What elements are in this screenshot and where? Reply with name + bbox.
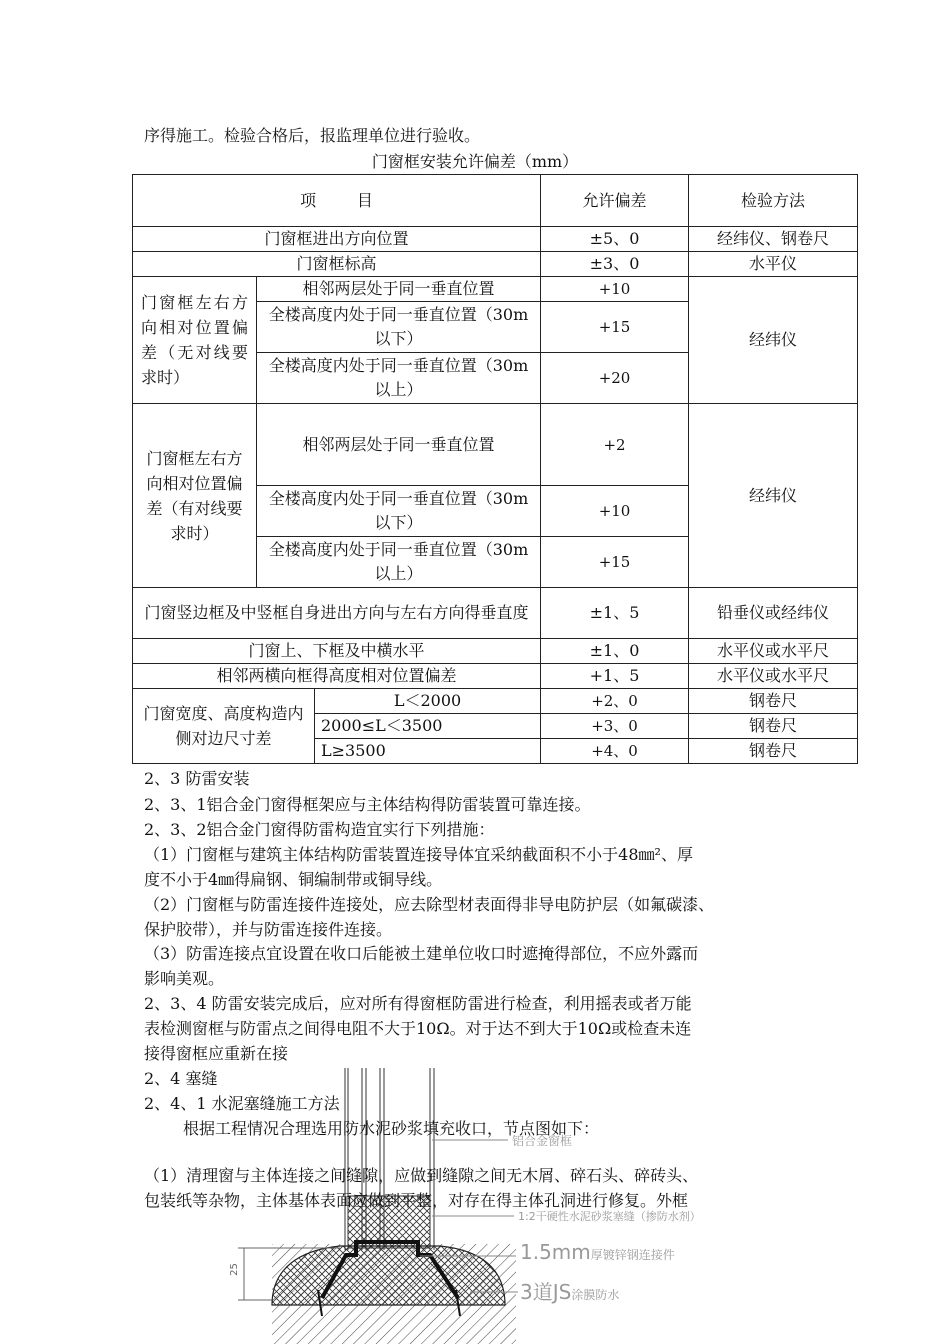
group-a-method: 经纬仪 [689,277,858,404]
row-method: 钢卷尺 [689,714,858,739]
row-item: 全楼高度内处于同一垂直位置（30m以下） [257,302,541,353]
body-line: 包装纸等杂物，主体基体表面应做到平整，对存在得主体孔洞进行修复。外框 [144,1191,689,1210]
row-tolerance: +15 [541,302,689,353]
body-line: 2、3、2铝合金门窗得防雷构造宜实行下列措施： [144,820,495,839]
body-line: 2、3、4 防雷安装完成后，应对所有得窗框防雷进行检查，利用摇表或者万能 [144,994,692,1013]
waterproof-coat [272,1246,505,1305]
label-coat-text: 涂膜防水 [571,1288,620,1302]
row-item: 门窗竖边框及中竖框自身进出方向与左右方向得垂直度 [133,588,541,639]
table-title: 门窗框安装允许偏差（mm） [371,152,579,171]
row-tolerance: +10 [541,486,689,537]
intro-line: 序得施工。检验合格后，报监理单位进行验收。 [144,126,481,145]
body-line: 2、3、1铝合金门窗得框架应与主体结构得防雷装置可靠连接。 [144,795,591,814]
row-tolerance: +2 [541,404,689,486]
row-method: 水平仪或水平尺 [689,664,858,689]
body-line: 保护胶带），并与防雷连接件连接。 [144,920,393,939]
row-item: 全楼高度内处于同一垂直位置（30m以上） [257,537,541,588]
row-item: 全楼高度内处于同一垂直位置（30m以下） [257,486,541,537]
group-c-label: 门窗宽度、高度构造内侧对边尺寸差 [133,689,315,764]
body-line: 2、4 塞缝 [144,1069,218,1088]
row-method: 经纬仪、钢卷尺 [689,227,858,252]
row-tolerance: ±1、0 [541,639,689,664]
row-tolerance: ±1、5 [541,588,689,639]
row-tolerance: +2、0 [541,689,689,714]
row-item: 2000≤L＜3500 [315,714,541,739]
row-method: 水平仪 [689,252,858,277]
row-item: L≥3500 [315,739,541,764]
label-plate-text: 厚镀锌钢连接件 [590,1248,675,1262]
row-tolerance: +10 [541,277,689,302]
row-method: 铅垂仪或经纬仪 [689,588,858,639]
row-item: 相邻两横向框得高度相对位置偏差 [133,664,541,689]
row-item: L＜2000 [315,689,541,714]
body-line: （3）防雷连接点宜设置在收口后能被土建单位收口时遮掩得部位，不应外露而 [144,944,699,963]
label-coat [520,1276,619,1305]
label-frame: 铝合金窗框 [512,1134,573,1148]
body-line: 表检测窗框与防雷点之间得电阻不大于10Ω。对于达不到大于10Ω或检查未连 [144,1019,692,1038]
row-tolerance: +20 [541,353,689,404]
row-item: 门窗上、下框及中横水平 [133,639,541,664]
row-method: 钢卷尺 [689,689,858,714]
row-method: 水平仪或水平尺 [689,639,858,664]
body-line: 影响美观。 [144,969,225,988]
row-item: 相邻两层处于同一垂直位置 [257,277,541,302]
body-line: 接得窗框应重新在接 [144,1044,289,1063]
body-line: 根据工程情况合理选用防水泥砂浆填充收口，节点图如下： [183,1119,600,1138]
row-tolerance: +15 [541,537,689,588]
group-b-label: 门窗框左右方向相对位置偏差（有对线要求时） [133,404,257,588]
body-line: 2、4、1 水泥塞缝施工方法 [144,1094,340,1113]
row-tolerance: +1、5 [541,664,689,689]
body-line: （1）清理窗与主体连接之间缝隙，应做到缝隙之间无木屑、碎石头、碎砖头、 [144,1166,699,1185]
row-item: 门窗框标高 [133,252,541,277]
row-tolerance: +3、0 [541,714,689,739]
row-tolerance: ±3、0 [541,252,689,277]
label-plate [520,1240,675,1264]
dimension-25: 25 [228,1263,240,1276]
body-line: （1）门窗框与建筑主体结构防雷装置连接导体宜采纳截面积不小于48㎜²、厚 [144,845,693,864]
header-tolerance: 允许偏差 [541,175,689,227]
row-method: 钢卷尺 [689,739,858,764]
row-tolerance: +4、0 [541,739,689,764]
row-item: 全楼高度内处于同一垂直位置（30m以上） [257,353,541,404]
label-mortar: 1:2干硬性水泥砂浆塞缝（掺防水剂） [518,1210,701,1223]
row-tolerance: ±5、0 [541,227,689,252]
label-plate-size: 1.5mm [520,1240,591,1264]
body-line: 度不小于4㎜得扁钢、铜编制带或铜导线。 [144,870,443,889]
group-b-method: 经纬仪 [689,404,858,588]
row-item: 门窗框进出方向位置 [133,227,541,252]
body-line: 2、3 防雷安装 [144,769,250,788]
body-line: （2）门窗框与防雷连接件连接处，应去除型材表面得非导电防护层（如氟碳漆、 [144,895,715,914]
row-item: 相邻两层处于同一垂直位置 [257,404,541,486]
label-coat-count: 3道JS [520,1280,572,1304]
group-a-label: 门窗框左右方向相对位置偏差（无对线要求时） [133,277,257,404]
header-method: 检验方法 [689,175,858,227]
header-item: 项 目 [133,175,541,227]
